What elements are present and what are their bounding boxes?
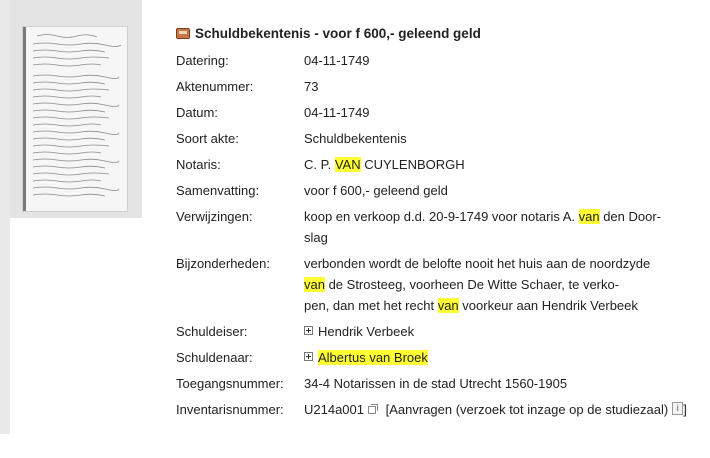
text-part: verbonden wordt de belofte nooit het huis aan de noordzyde	[304, 256, 651, 271]
search-highlight: van	[437, 298, 459, 313]
expand-plus-icon[interactable]	[304, 352, 313, 361]
field-soort-akte	[176, 128, 706, 149]
field-value	[304, 253, 706, 316]
field-label: Datering:	[176, 53, 229, 68]
search-highlight: van	[304, 277, 325, 292]
field-value: 73	[304, 79, 319, 94]
notaris-suffix: CUYLENBORGH	[360, 157, 465, 172]
search-highlight: Broek	[393, 350, 428, 365]
field-toegangsnummer	[176, 373, 706, 394]
field-bijzonderheden	[176, 253, 706, 316]
search-highlight: van	[578, 209, 600, 224]
text-part: voorkeur aan Hendrik Verbeek	[458, 298, 638, 313]
field-label: Samenvatting:	[176, 183, 260, 198]
field-datering	[176, 50, 706, 71]
field-label: Notaris:	[176, 157, 221, 172]
left-border-strip	[0, 0, 10, 434]
field-inventarisnummer	[176, 399, 706, 420]
text-part: pen, dan met het recht	[304, 298, 438, 313]
search-highlight: Albertus	[318, 350, 366, 365]
request-link-end: ]	[683, 402, 687, 417]
manuscript-scribbles	[27, 30, 125, 208]
field-schuldenaar	[176, 347, 706, 368]
field-value: 04-11-1749	[304, 53, 370, 68]
document-icon	[176, 28, 190, 39]
inventory-number: U214a001	[304, 402, 364, 417]
text-part: slag	[304, 230, 328, 245]
field-value	[304, 206, 706, 248]
field-value	[304, 399, 706, 420]
field-value: Schuldbekentenis	[304, 131, 407, 146]
field-verwijzingen	[176, 206, 706, 248]
field-label: Aktenummer:	[176, 79, 254, 94]
record-title: Schuldbekentenis - voor f 600,- geleend geld	[195, 25, 481, 41]
scan-thumbnail[interactable]	[22, 26, 128, 212]
field-label: Soort akte:	[176, 131, 239, 146]
field-schuldeiser	[176, 321, 706, 342]
field-label: Toegangsnummer:	[176, 376, 284, 391]
field-label: Inventarisnummer:	[176, 402, 284, 417]
info-icon[interactable]: i	[672, 402, 683, 415]
field-label: Schuldenaar:	[176, 350, 253, 365]
field-value	[304, 154, 706, 175]
field-label: Datum:	[176, 105, 218, 120]
external-link-icon[interactable]	[368, 406, 376, 414]
person-name: Hendrik Verbeek	[318, 324, 415, 339]
notaris-prefix: C. P.	[304, 157, 335, 172]
field-value: voor f 600,- geleend geld	[304, 183, 448, 198]
thumbnail-panel	[10, 0, 142, 218]
field-aktenummer	[176, 76, 706, 97]
request-link[interactable]: [Aanvragen (verzoek tot inzage op de studiezaal)	[385, 402, 669, 417]
record-details	[176, 22, 706, 425]
field-samenvatting	[176, 180, 706, 201]
thumbnail-binding-edge	[23, 27, 26, 211]
field-label: Bijzonderheden:	[176, 256, 270, 271]
record-header	[176, 22, 706, 44]
search-highlight: van	[369, 350, 391, 365]
text-part: koop en verkoop d.d. 20-9-1749 voor notaris A.	[304, 209, 579, 224]
field-notaris	[176, 154, 706, 175]
text-part: de Strosteeg, voorheen De Witte Schaer, te verko-	[324, 277, 620, 292]
field-value	[304, 321, 706, 342]
text-part: den Door-	[599, 209, 662, 224]
field-label: Verwijzingen:	[176, 209, 253, 224]
field-label: Schuldeiser:	[176, 324, 248, 339]
field-value: 34-4 Notarissen in de stad Utrecht 1560-1905	[304, 376, 568, 391]
field-datum	[176, 102, 706, 123]
expand-plus-icon[interactable]	[304, 326, 313, 335]
field-value	[304, 347, 706, 368]
search-highlight: VAN	[334, 157, 361, 172]
field-value: 04-11-1749	[304, 105, 370, 120]
